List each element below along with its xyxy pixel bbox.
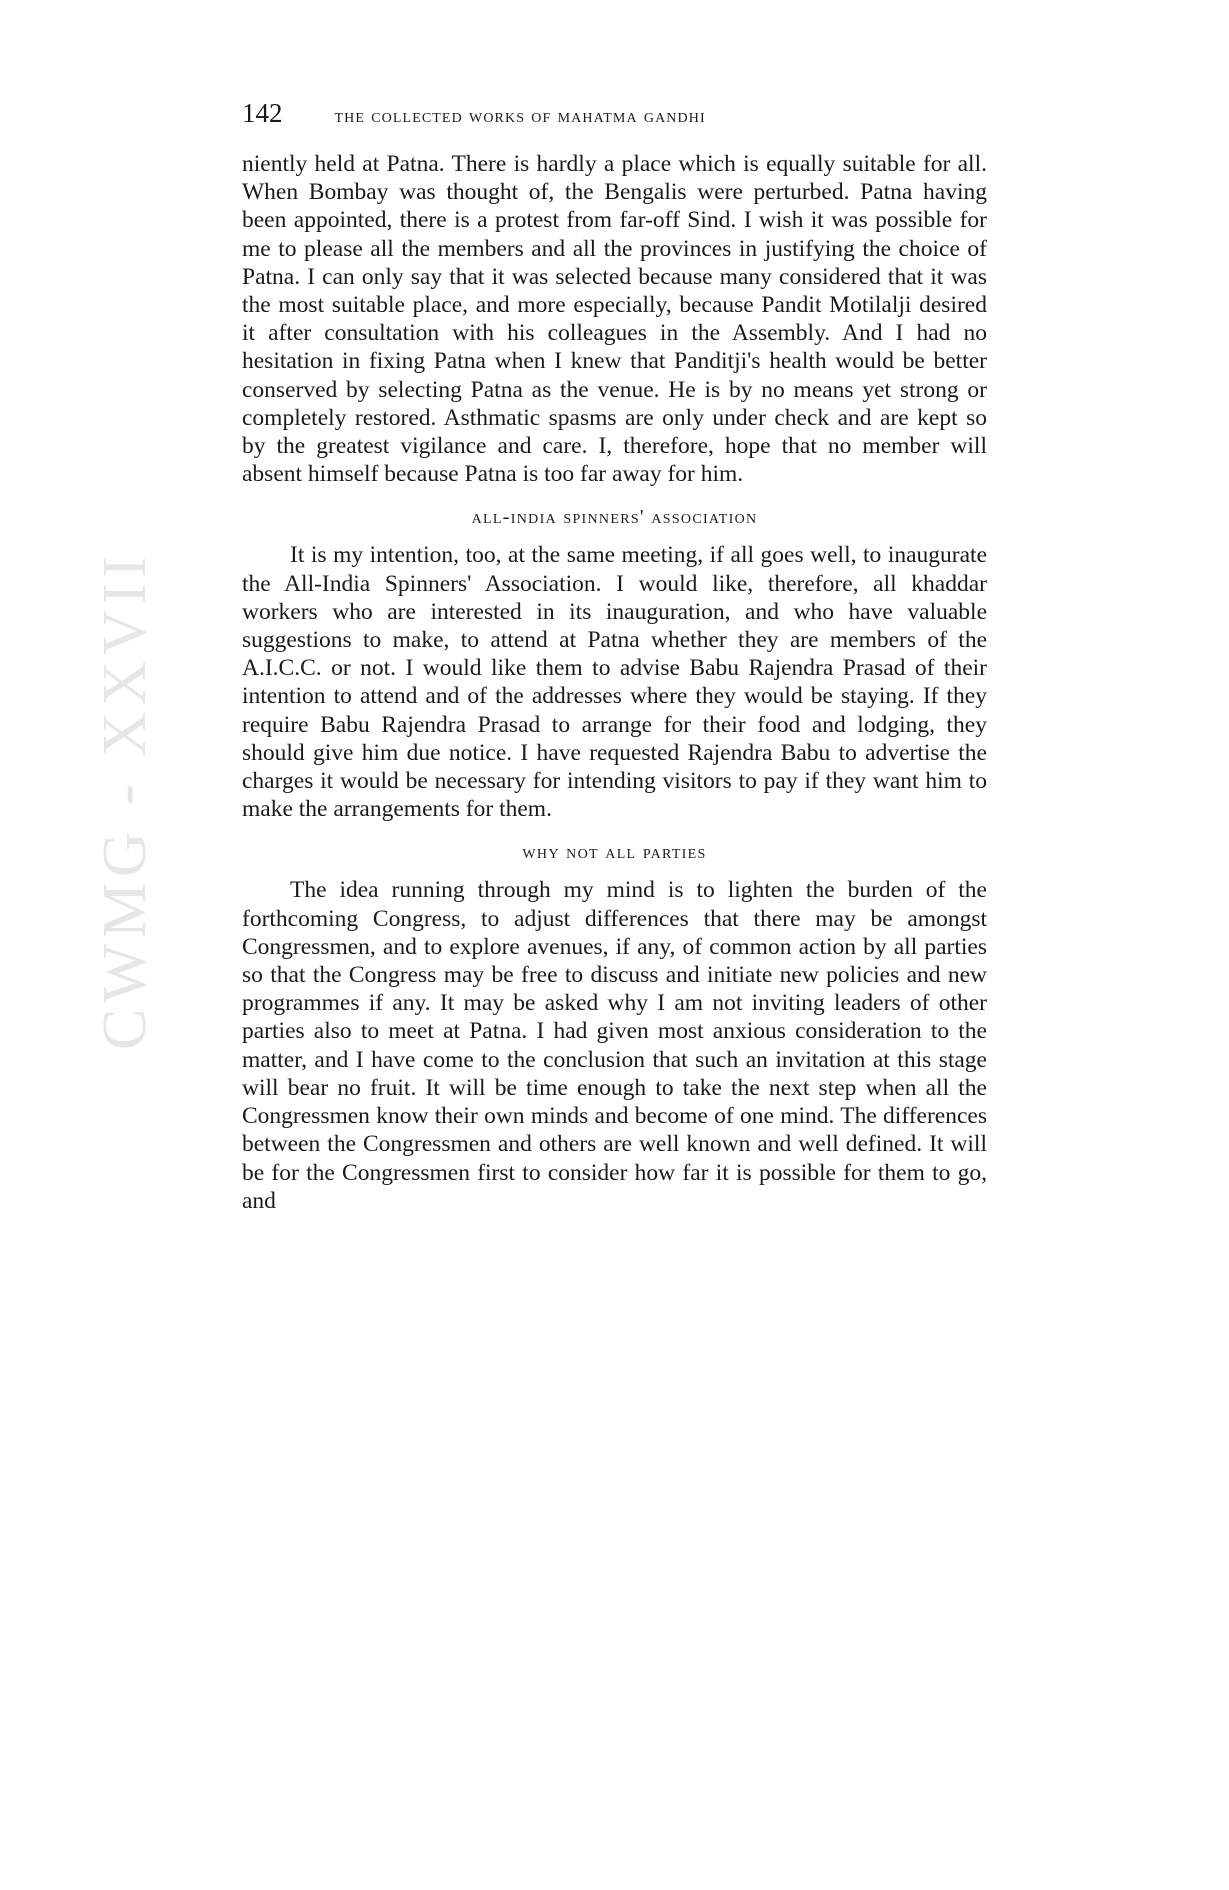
section-heading-spinners: all-india spinners' association <box>471 506 758 529</box>
section-heading-parties: why not all parties <box>522 841 707 864</box>
paragraph-3: The idea running through my mind is to lighten the burden of the forthcoming Congress, to adjust differences that there may be amongst Congressmen, and to explore avenues, if any, of common action by all parties so that the Congress may be free to discuss and initiate new policies and new programmes if any. It may be asked why I am not inviting leaders of other parties also to meet at Patna. I had given most anxious consideration to the matter, and I have come to the conclusion that such an invitation at this stage will bear no fruit. It will be time enough to take the next step when all the Congressmen know their own minds and become of one mind. The differences between the Congressmen and others are well known and well defined. It will be for the Congressmen first to consider how far it is possible for them to go, and <box>242 877 987 1214</box>
paragraph-1: niently held at Patna. There is hardly a place which is equally suitable for all. When Bombay was thought of, the Bengalis were perturbed. Patna having been appointed, there is a protest from far-off Sind. I wish it was possible for me to please all the members and all the provinces in justifying the choice of Patna. I can only say that it was selected because many considered that it was the most suitable place, and more especially, because Pandit Motilalji desired it after consultation with his colleagues in the Assembly. And I had no hesitation in fixing Patna when I knew that Panditji's health would be better conserved by selecting Patna as the venue. He is by no means yet strong or completely restored. Asthmatic spasms are only under check and are kept so by the greatest vigilance and care. I, therefore, hope that no member will absent himself because Patna is too far away for him. <box>242 151 987 488</box>
running-title: the collected works of mahatma gandhi <box>334 105 706 127</box>
page-content <box>0 150 1229 1215</box>
page-header <box>0 100 1229 134</box>
page-number: 142 <box>242 98 283 128</box>
watermark-text: CWMG - XXVII <box>91 550 160 1050</box>
paragraph-2: It is my intention, too, at the same meeting, if all goes well, to inaugurate the All-India Spinners' Association. I would like, therefore, all khaddar workers who are interested in its inauguration, and who have valuable suggestions to make, to attend at Patna whether they are members of the A.I.C.C. or not. I would like them to advise Babu Rajendra Prasad of their intention to attend and of the addresses where they would be staying. If they require Babu Rajendra Prasad to arrange for their food and lodging, they should give him due notice. I have requested Rajendra Babu to advertise the charges it would be necessary for intending visitors to pay if they want him to make the arrangements for them. <box>242 542 987 823</box>
